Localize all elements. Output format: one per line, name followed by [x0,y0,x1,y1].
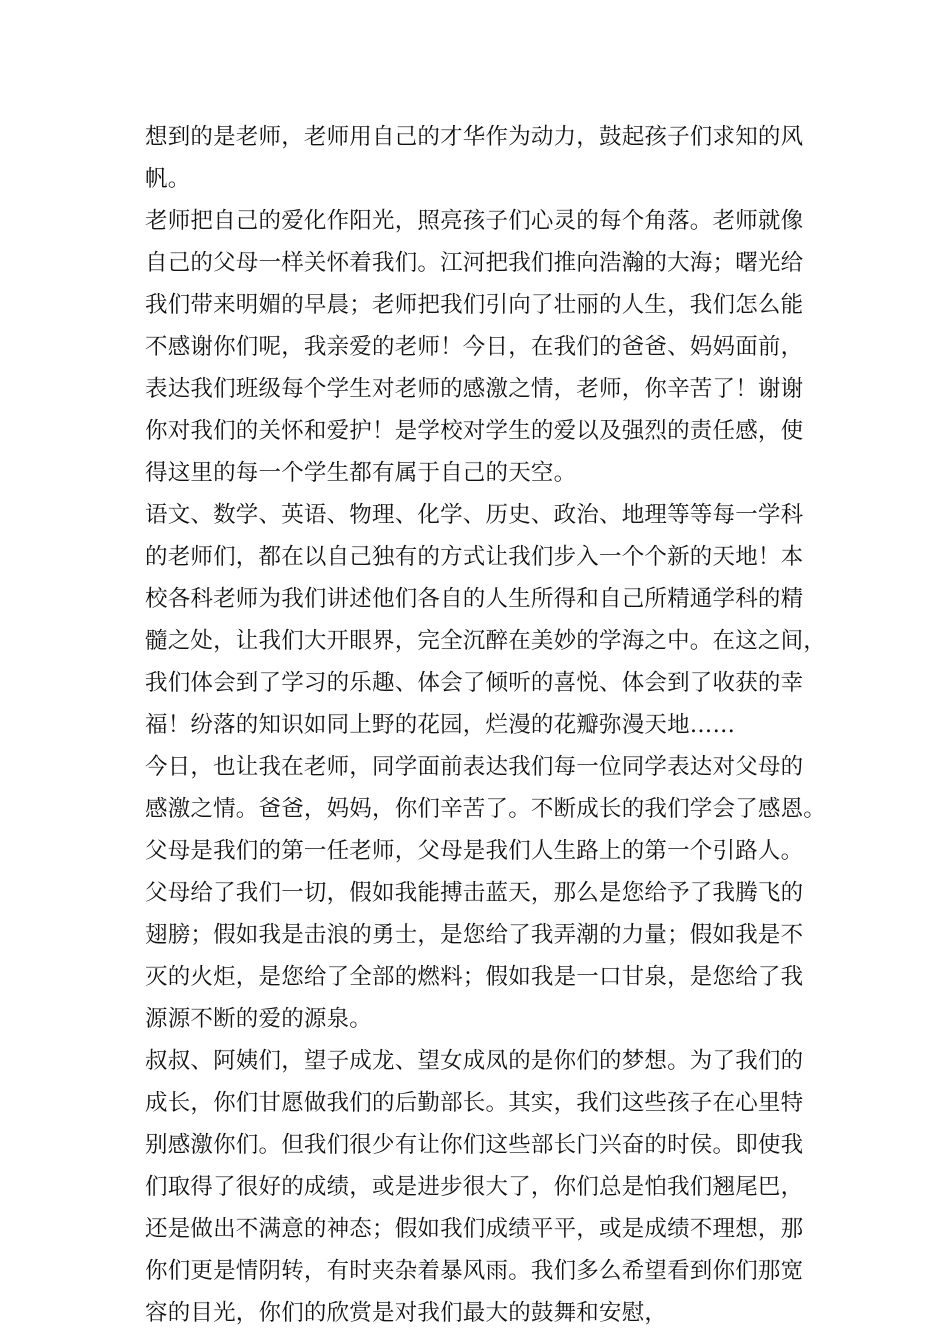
text-line: 的老师们，都在以自己独有的方式让我们步入一个个新的天地！本 [145,544,804,570]
text-line: 别感激你们。但我们很少有让你们这些部长门兴奋的时侯。即使我 [145,1132,804,1158]
text-line: 自己的父母一样关怀着我们。江河把我们推向浩瀚的大海；曙光给 [145,250,804,276]
text-line: 校各科老师为我们讲述他们各自的人生所得和自己所精通学科的精 [145,586,804,612]
text-line: 语文、数学、英语、物理、化学、历史、政治、地理等等每一学科 [145,502,804,528]
text-line: 成长，你们甘愿做我们的后勤部长。其实，我们这些孩子在心里特 [145,1090,804,1116]
text-line: 我们带来明媚的早晨；老师把我们引向了壮丽的人生，我们怎么能 [145,292,804,318]
text-line: 你们更是情阴转，有时夹杂着暴风雨。我们多么希望看到你们那宽 [145,1258,804,1284]
text-line: 翅膀；假如我是击浪的勇士，是您给了我弄潮的力量；假如我是不 [145,922,804,948]
text-line: 感激之情。爸爸，妈妈，你们辛苦了。不断成长的我们学会了感恩。 [145,796,827,822]
document-body [145,116,825,1334]
text-line: 们取得了很好的成绩，或是进步很大了，你们总是怕我们翘尾巴， [145,1174,804,1200]
text-line: 帆。 [145,166,191,192]
text-line: 还是做出不满意的神态；假如我们成绩平平，或是成绩不理想，那 [145,1216,804,1242]
text-line: 髓之处，让我们大开眼界，完全沉醉在美妙的学海之中。在这之间， [145,628,827,654]
text-line: 父母给了我们一切，假如我能搏击蓝天，那么是您给予了我腾飞的 [145,880,804,906]
text-line: 父母是我们的第一任老师，父母是我们人生路上的第一个引路人。 [145,838,804,864]
text-line: 源源不断的爱的源泉。 [145,1006,373,1032]
text-line: 灭的火炬，是您给了全部的燃料；假如我是一口甘泉，是您给了我 [145,964,804,990]
text-line: 容的目光，你们的欣赏是对我们最大的鼓舞和安慰， [145,1300,668,1326]
text-line: 表达我们班级每个学生对老师的感激之情，老师，你辛苦了！谢谢 [145,376,804,402]
text-line: 我们体会到了学习的乐趣、体会了倾听的喜悦、体会到了收获的幸 [145,670,804,696]
text-line: 今日，也让我在老师，同学面前表达我们每一位同学表达对父母的 [145,754,804,780]
text-line: 想到的是老师，老师用自己的才华作为动力，鼓起孩子们求知的风 [145,124,804,150]
text-line: 不感谢你们呢，我亲爱的老师！今日，在我们的爸爸、妈妈面前， [145,334,804,360]
text-line: 老师把自己的爱化作阳光，照亮孩子们心灵的每个角落。老师就像 [145,208,804,234]
text-line: 你对我们的关怀和爱护！是学校对学生的爱以及强烈的责任感，使 [145,418,804,444]
text-line: 福！纷落的知识如同上野的花园，烂漫的花瓣弥漫天地…… [145,712,736,738]
text-line: 叔叔、阿姨们，望子成龙、望女成凤的是你们的梦想。为了我们的 [145,1048,804,1074]
text-line: 得这里的每一个学生都有属于自己的天空。 [145,460,577,486]
